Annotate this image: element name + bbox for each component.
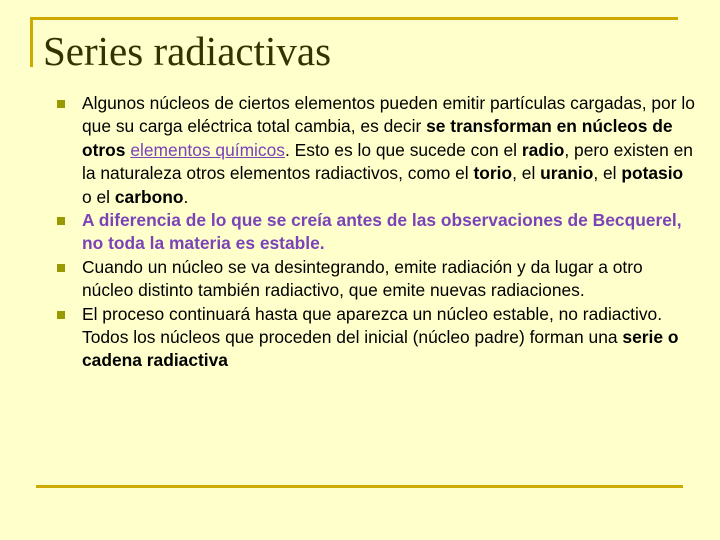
emphasis-text: uranio — [540, 163, 594, 184]
frame-left-line — [30, 17, 33, 67]
elementos-quimicos-link[interactable]: elementos químicos — [130, 139, 285, 160]
emphasis-text: carbono — [114, 186, 184, 207]
bullet-text: Cuando un núcleo se va desintegrando, emite radiación y da lugar a otro núcleo distinto también radiactivo, que emite nuevas radiaciones. — [82, 256, 643, 301]
frame-top-line — [30, 17, 678, 20]
emphasis-text: torio — [473, 163, 513, 184]
bullet-text: o el — [82, 186, 115, 207]
bullet-text: . Esto es lo que sucede con el — [284, 139, 522, 160]
emphasis-text: potasio — [621, 163, 684, 184]
bullet-square-icon — [57, 311, 65, 319]
bullet-item — [56, 209, 696, 256]
bullet-item — [56, 92, 696, 209]
frame-bottom-line — [36, 485, 683, 488]
bullet-list — [56, 92, 696, 373]
bullet-text: , el — [593, 163, 622, 184]
highlight-text: A diferencia de lo que se creía antes de las observaciones de Becquerel, no toda la materia es estable. — [82, 210, 682, 254]
emphasis-text: radio — [521, 139, 565, 160]
bullet-square-icon — [57, 100, 65, 108]
bullet-square-icon — [57, 217, 65, 225]
bullet-text: El proceso continuará hasta que aparezca un núcleo estable, no radiactivo. Todos los núcleos que proceden del inicial (núcleo padre) forman una — [82, 303, 663, 348]
bullet-square-icon — [57, 264, 65, 272]
bullet-text: , el — [512, 163, 541, 184]
bullet-text: , pero existen en la naturaleza otros elementos radiactivos, como el — [82, 139, 693, 184]
emphasis-text: se transforman en núcleos de otros — [82, 116, 673, 160]
slide-title: Series radiactivas — [43, 28, 332, 74]
bullet-text: . — [183, 186, 189, 207]
bullet-item — [56, 256, 696, 303]
bullet-item — [56, 303, 696, 373]
emphasis-text: serie o cadena radiactiva — [82, 327, 679, 371]
bullet-text: Algunos núcleos de ciertos elementos pueden emitir partículas cargadas, por lo que su carga eléctrica total cambia, es decir — [82, 93, 695, 137]
